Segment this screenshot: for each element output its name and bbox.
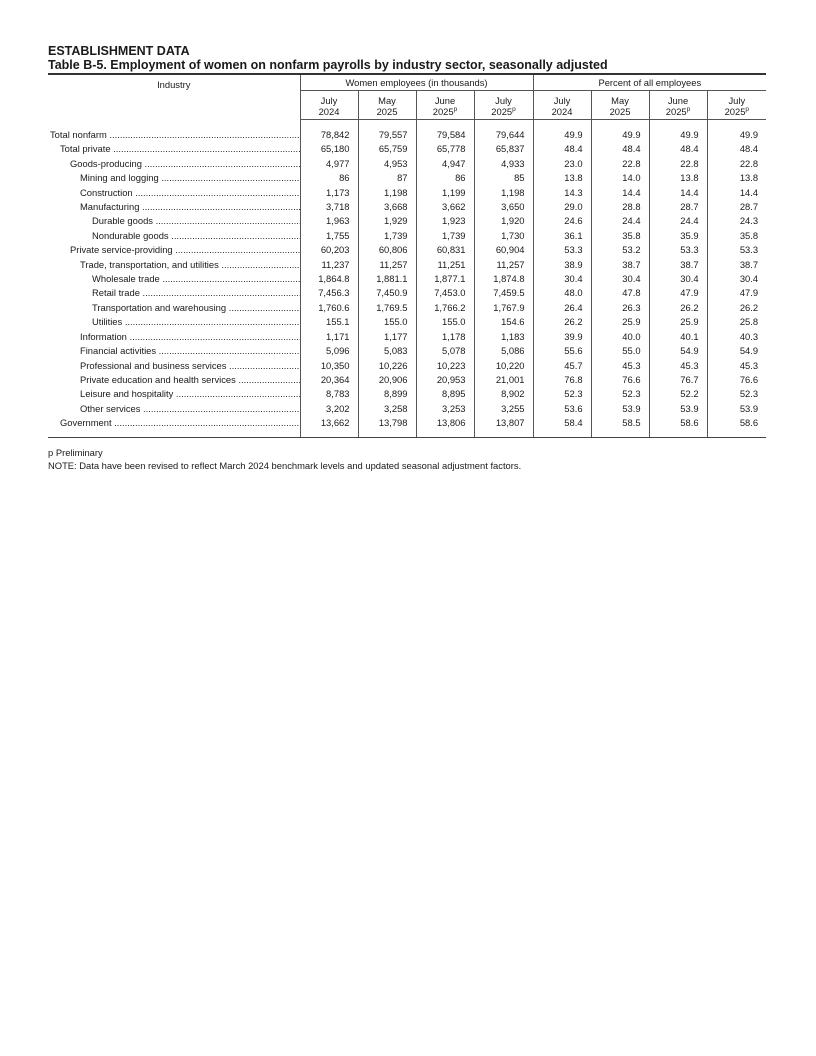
row-label <box>48 301 300 315</box>
percent-value-cell: 30.4 <box>591 272 649 286</box>
women-value-cell: 3,650 <box>474 200 533 214</box>
percent-value-cell: 28.7 <box>707 200 766 214</box>
percent-value-cell: 30.4 <box>707 272 766 286</box>
period-year <box>534 106 591 117</box>
women-period-header <box>358 91 416 120</box>
women-value-cell: 4,933 <box>474 157 533 171</box>
percent-value-cell: 45.7 <box>533 359 591 373</box>
percent-value-cell: 25.9 <box>649 315 707 329</box>
percent-value-cell: 26.2 <box>533 315 591 329</box>
percent-value-cell: 24.6 <box>533 214 591 228</box>
preliminary-marker: p <box>512 105 516 113</box>
percent-value-cell: 38.7 <box>591 258 649 272</box>
percent-value-cell: 38.7 <box>707 258 766 272</box>
table-row <box>48 344 766 358</box>
period-month: May <box>611 95 629 106</box>
row-label <box>48 387 300 401</box>
women-value-cell: 155.0 <box>358 315 416 329</box>
women-value-cell: 20,906 <box>358 373 416 387</box>
women-value-cell: 5,096 <box>300 344 358 358</box>
period-year <box>301 106 358 117</box>
women-value-cell: 79,644 <box>474 128 533 142</box>
women-value-cell: 86 <box>416 171 474 185</box>
percent-value-cell: 58.4 <box>533 416 591 436</box>
percent-value-cell: 29.0 <box>533 200 591 214</box>
table-bottom-rule <box>48 437 766 438</box>
women-value-cell: 1,171 <box>300 330 358 344</box>
period-month: July <box>553 95 571 106</box>
women-value-cell: 85 <box>474 171 533 185</box>
employment-table <box>48 73 766 437</box>
percent-value-cell: 38.9 <box>533 258 591 272</box>
period-year <box>592 106 649 117</box>
women-value-cell: 79,557 <box>358 128 416 142</box>
row-label-text: Durable goods <box>92 215 153 227</box>
row-label <box>48 229 300 243</box>
percent-value-cell: 28.8 <box>591 200 649 214</box>
period-year-value: 2025 <box>665 106 687 117</box>
row-label <box>48 330 300 344</box>
women-value-cell: 5,078 <box>416 344 474 358</box>
percent-period-header <box>649 91 707 120</box>
table-row <box>48 402 766 416</box>
table-row <box>48 330 766 344</box>
period-month: July <box>728 95 746 106</box>
percent-value-cell: 49.9 <box>707 128 766 142</box>
women-value-cell: 1,730 <box>474 229 533 243</box>
women-value-cell: 65,778 <box>416 142 474 156</box>
table-row <box>48 373 766 387</box>
table-row <box>48 315 766 329</box>
footnote-preliminary: p Preliminary <box>48 446 103 458</box>
percent-value-cell: 26.2 <box>707 301 766 315</box>
percent-value-cell: 58.6 <box>649 416 707 436</box>
percent-value-cell: 26.4 <box>533 301 591 315</box>
footnote-note: NOTE: Data have been revised to reflect March 2024 benchmark levels and updated seasonal adjustment factors. <box>48 459 522 471</box>
percent-value-cell: 13.8 <box>533 171 591 185</box>
percent-value-cell: 25.9 <box>591 315 649 329</box>
table-row <box>48 387 766 401</box>
row-label-text: Wholesale trade <box>92 273 160 285</box>
percent-value-cell: 49.9 <box>591 128 649 142</box>
row-label-text: Financial activities <box>80 345 157 357</box>
women-value-cell: 154.6 <box>474 315 533 329</box>
women-value-cell: 7,456.3 <box>300 286 358 300</box>
women-value-cell: 60,904 <box>474 243 533 257</box>
row-label-text: Utilities <box>92 316 123 328</box>
percent-value-cell: 55.0 <box>591 344 649 358</box>
percent-value-cell: 48.4 <box>707 142 766 156</box>
table-row <box>48 359 766 373</box>
period-year <box>475 106 533 117</box>
period-year-value: 2025 <box>609 106 631 117</box>
women-value-cell: 1,877.1 <box>416 272 474 286</box>
women-value-cell: 10,350 <box>300 359 358 373</box>
period-year-value: 2024 <box>318 106 340 117</box>
women-value-cell: 13,662 <box>300 416 358 436</box>
women-value-cell: 3,253 <box>416 402 474 416</box>
women-value-cell: 13,807 <box>474 416 533 436</box>
percent-value-cell: 49.9 <box>533 128 591 142</box>
women-value-cell: 11,237 <box>300 258 358 272</box>
row-label-text: Government <box>60 417 112 429</box>
row-label-text: Private education and health services <box>80 373 236 385</box>
row-label-text: Retail trade <box>92 287 140 299</box>
percent-value-cell: 52.3 <box>707 387 766 401</box>
row-label <box>48 243 300 257</box>
percent-value-cell: 49.9 <box>649 128 707 142</box>
period-year <box>708 106 767 117</box>
percent-value-cell: 53.9 <box>649 402 707 416</box>
percent-value-cell: 28.7 <box>649 200 707 214</box>
women-value-cell: 1,767.9 <box>474 301 533 315</box>
women-value-cell: 11,251 <box>416 258 474 272</box>
percent-value-cell: 14.4 <box>707 186 766 200</box>
row-label <box>48 315 300 329</box>
percent-value-cell: 35.8 <box>591 229 649 243</box>
period-year-value: 2025 <box>724 106 746 117</box>
percent-value-cell: 14.3 <box>533 186 591 200</box>
women-value-cell: 1,864.8 <box>300 272 358 286</box>
percent-value-cell: 40.1 <box>649 330 707 344</box>
women-value-cell: 13,806 <box>416 416 474 436</box>
percent-value-cell: 54.9 <box>707 344 766 358</box>
row-label-text: Trade, transportation, and utilities <box>80 258 219 270</box>
percent-value-cell: 48.4 <box>533 142 591 156</box>
women-value-cell: 8,902 <box>474 387 533 401</box>
percent-value-cell: 58.6 <box>707 416 766 436</box>
women-value-cell: 20,364 <box>300 373 358 387</box>
women-period-header <box>300 91 358 120</box>
women-value-cell: 65,759 <box>358 142 416 156</box>
table-row <box>48 171 766 185</box>
period-year <box>650 106 707 117</box>
percent-value-cell: 39.9 <box>533 330 591 344</box>
percent-value-cell: 53.2 <box>591 243 649 257</box>
percent-value-cell: 53.3 <box>533 243 591 257</box>
row-label <box>48 200 300 214</box>
table-row <box>48 229 766 243</box>
percent-value-cell: 53.9 <box>707 402 766 416</box>
women-value-cell: 3,258 <box>358 402 416 416</box>
row-label <box>48 128 300 142</box>
period-year-value: 2025 <box>432 106 454 117</box>
women-value-cell: 1,769.5 <box>358 301 416 315</box>
percent-value-cell: 48.4 <box>591 142 649 156</box>
row-label <box>48 402 300 416</box>
period-year-value: 2024 <box>551 106 573 117</box>
women-value-cell: 60,203 <box>300 243 358 257</box>
percent-value-cell: 47.8 <box>591 286 649 300</box>
women-value-cell: 7,459.5 <box>474 286 533 300</box>
industry-column-header: Industry <box>157 79 191 90</box>
percent-value-cell: 45.3 <box>707 359 766 373</box>
row-label-text: Professional and business services <box>80 359 227 371</box>
row-label-text: Mining and logging <box>80 172 159 184</box>
percent-value-cell: 53.6 <box>533 402 591 416</box>
period-year-value: 2025 <box>376 106 398 117</box>
women-value-cell: 79,584 <box>416 128 474 142</box>
table-row <box>48 128 766 142</box>
preliminary-marker: p <box>745 105 750 113</box>
row-label-text: Manufacturing <box>80 201 140 213</box>
percent-value-cell: 26.2 <box>649 301 707 315</box>
percent-value-cell: 25.8 <box>707 315 766 329</box>
women-value-cell: 1,739 <box>358 229 416 243</box>
row-label-text: Private service-providing <box>70 244 173 256</box>
women-value-cell: 1,739 <box>416 229 474 243</box>
percent-value-cell: 76.7 <box>649 373 707 387</box>
row-label <box>48 214 300 228</box>
women-value-cell: 1,923 <box>416 214 474 228</box>
percent-value-cell: 26.3 <box>591 301 649 315</box>
spacer-row <box>48 120 766 129</box>
women-value-cell: 10,223 <box>416 359 474 373</box>
percent-value-cell: 45.3 <box>649 359 707 373</box>
period-year-value: 2025 <box>491 106 513 117</box>
percent-value-cell: 54.9 <box>649 344 707 358</box>
percent-period-header <box>533 91 591 120</box>
percent-value-cell: 47.9 <box>707 286 766 300</box>
women-value-cell: 1,173 <box>300 186 358 200</box>
row-label-text: Goods-producing <box>70 157 142 169</box>
women-value-cell: 3,668 <box>358 200 416 214</box>
row-label <box>48 416 300 436</box>
percent-value-cell: 47.9 <box>649 286 707 300</box>
row-label <box>48 171 300 185</box>
row-label <box>48 186 300 200</box>
percent-value-cell: 53.3 <box>707 243 766 257</box>
table-row <box>48 186 766 200</box>
table-row <box>48 301 766 315</box>
women-period-header <box>474 91 533 120</box>
percent-value-cell: 76.6 <box>707 373 766 387</box>
women-value-cell: 1,199 <box>416 186 474 200</box>
row-label-text: Total private <box>60 143 111 155</box>
percent-value-cell: 24.3 <box>707 214 766 228</box>
women-value-cell: 3,202 <box>300 402 358 416</box>
percent-value-cell: 30.4 <box>533 272 591 286</box>
women-value-cell: 60,806 <box>358 243 416 257</box>
women-value-cell: 10,220 <box>474 359 533 373</box>
women-value-cell: 7,453.0 <box>416 286 474 300</box>
women-value-cell: 13,798 <box>358 416 416 436</box>
women-value-cell: 11,257 <box>358 258 416 272</box>
table-row <box>48 200 766 214</box>
section-label: ESTABLISHMENT DATA <box>48 44 190 58</box>
women-period-header <box>416 91 474 120</box>
women-value-cell: 1,198 <box>358 186 416 200</box>
period-year <box>417 106 474 117</box>
table-row <box>48 272 766 286</box>
women-value-cell: 60,831 <box>416 243 474 257</box>
percent-value-cell: 76.6 <box>591 373 649 387</box>
percent-value-cell: 40.3 <box>707 330 766 344</box>
percent-value-cell: 13.8 <box>649 171 707 185</box>
percent-value-cell: 35.9 <box>649 229 707 243</box>
percent-value-cell: 52.3 <box>533 387 591 401</box>
table-row <box>48 416 766 436</box>
period-year <box>359 106 416 117</box>
percent-value-cell: 55.6 <box>533 344 591 358</box>
period-month: June <box>667 95 689 106</box>
women-value-cell: 65,837 <box>474 142 533 156</box>
row-label-text: Construction <box>80 186 133 198</box>
row-label <box>48 258 300 272</box>
row-label <box>48 286 300 300</box>
row-label-text: Total nonfarm <box>50 129 107 140</box>
percent-value-cell: 24.4 <box>591 214 649 228</box>
women-employees-group-header: Women employees (in thousands) <box>300 74 533 91</box>
women-value-cell: 7,450.9 <box>358 286 416 300</box>
women-value-cell: 4,953 <box>358 157 416 171</box>
percent-value-cell: 53.9 <box>591 402 649 416</box>
percent-value-cell: 76.8 <box>533 373 591 387</box>
percent-period-header <box>707 91 766 120</box>
table-row <box>48 157 766 171</box>
row-label-text: Nondurable goods <box>92 229 169 241</box>
women-value-cell: 1,198 <box>474 186 533 200</box>
percent-value-cell: 35.8 <box>707 229 766 243</box>
women-value-cell: 87 <box>358 171 416 185</box>
footnotes <box>48 446 766 472</box>
row-label-text: Leisure and hospitality <box>80 388 174 400</box>
table-row <box>48 214 766 228</box>
percent-value-cell: 48.0 <box>533 286 591 300</box>
women-value-cell: 1,929 <box>358 214 416 228</box>
period-month: July <box>320 95 338 106</box>
percent-value-cell: 14.0 <box>591 171 649 185</box>
percent-value-cell: 53.3 <box>649 243 707 257</box>
row-label-text: Other services <box>80 402 141 414</box>
table-row <box>48 258 766 272</box>
women-value-cell: 21,001 <box>474 373 533 387</box>
percent-value-cell: 58.5 <box>591 416 649 436</box>
row-label <box>48 344 300 358</box>
period-month: June <box>434 95 456 106</box>
period-month: July <box>495 95 512 106</box>
percent-value-cell: 52.2 <box>649 387 707 401</box>
percent-value-cell: 30.4 <box>649 272 707 286</box>
women-value-cell: 1,920 <box>474 214 533 228</box>
percent-value-cell: 23.0 <box>533 157 591 171</box>
table-row <box>48 243 766 257</box>
percent-value-cell: 24.4 <box>649 214 707 228</box>
women-value-cell: 11,257 <box>474 258 533 272</box>
period-month: May <box>378 95 396 106</box>
women-value-cell: 5,083 <box>358 344 416 358</box>
preliminary-marker: p <box>453 105 458 113</box>
women-value-cell: 4,977 <box>300 157 358 171</box>
table-title: Table B-5. Employment of women on nonfarm payrolls by industry sector, seasonally adjusted <box>48 58 608 72</box>
row-label <box>48 359 300 373</box>
percent-employees-group-header: Percent of all employees <box>533 74 766 91</box>
percent-value-cell: 36.1 <box>533 229 591 243</box>
row-label <box>48 157 300 171</box>
percent-value-cell: 40.0 <box>591 330 649 344</box>
preliminary-marker: p <box>686 105 691 113</box>
row-label-text: Transportation and warehousing <box>92 301 227 313</box>
percent-value-cell: 14.4 <box>591 186 649 200</box>
percent-value-cell: 22.8 <box>707 157 766 171</box>
women-value-cell: 1,874.8 <box>474 272 533 286</box>
women-value-cell: 8,783 <box>300 387 358 401</box>
women-value-cell: 3,662 <box>416 200 474 214</box>
percent-value-cell: 13.8 <box>707 171 766 185</box>
percent-value-cell: 48.4 <box>649 142 707 156</box>
women-value-cell: 1,766.2 <box>416 301 474 315</box>
women-value-cell: 155.0 <box>416 315 474 329</box>
row-label <box>48 373 300 387</box>
women-value-cell: 1,881.1 <box>358 272 416 286</box>
percent-value-cell: 14.4 <box>649 186 707 200</box>
row-label <box>48 272 300 286</box>
percent-value-cell: 38.7 <box>649 258 707 272</box>
women-value-cell: 8,895 <box>416 387 474 401</box>
percent-period-header <box>591 91 649 120</box>
women-value-cell: 3,255 <box>474 402 533 416</box>
women-value-cell: 3,718 <box>300 200 358 214</box>
women-value-cell: 20,953 <box>416 373 474 387</box>
women-value-cell: 4,947 <box>416 157 474 171</box>
row-label <box>48 142 300 156</box>
women-value-cell: 10,226 <box>358 359 416 373</box>
percent-value-cell: 45.3 <box>591 359 649 373</box>
women-value-cell: 86 <box>300 171 358 185</box>
women-value-cell: 155.1 <box>300 315 358 329</box>
percent-value-cell: 52.3 <box>591 387 649 401</box>
women-value-cell: 1,755 <box>300 229 358 243</box>
percent-value-cell: 22.8 <box>649 157 707 171</box>
women-value-cell: 1,178 <box>416 330 474 344</box>
women-value-cell: 1,183 <box>474 330 533 344</box>
table-row <box>48 286 766 300</box>
row-label-text: Information <box>80 330 127 342</box>
women-value-cell: 78,842 <box>300 128 358 142</box>
women-value-cell: 65,180 <box>300 142 358 156</box>
percent-value-cell: 22.8 <box>591 157 649 171</box>
women-value-cell: 5,086 <box>474 344 533 358</box>
women-value-cell: 1,963 <box>300 214 358 228</box>
document-page <box>48 44 766 472</box>
table-row <box>48 142 766 156</box>
women-value-cell: 1,760.6 <box>300 301 358 315</box>
women-value-cell: 8,899 <box>358 387 416 401</box>
women-value-cell: 1,177 <box>358 330 416 344</box>
